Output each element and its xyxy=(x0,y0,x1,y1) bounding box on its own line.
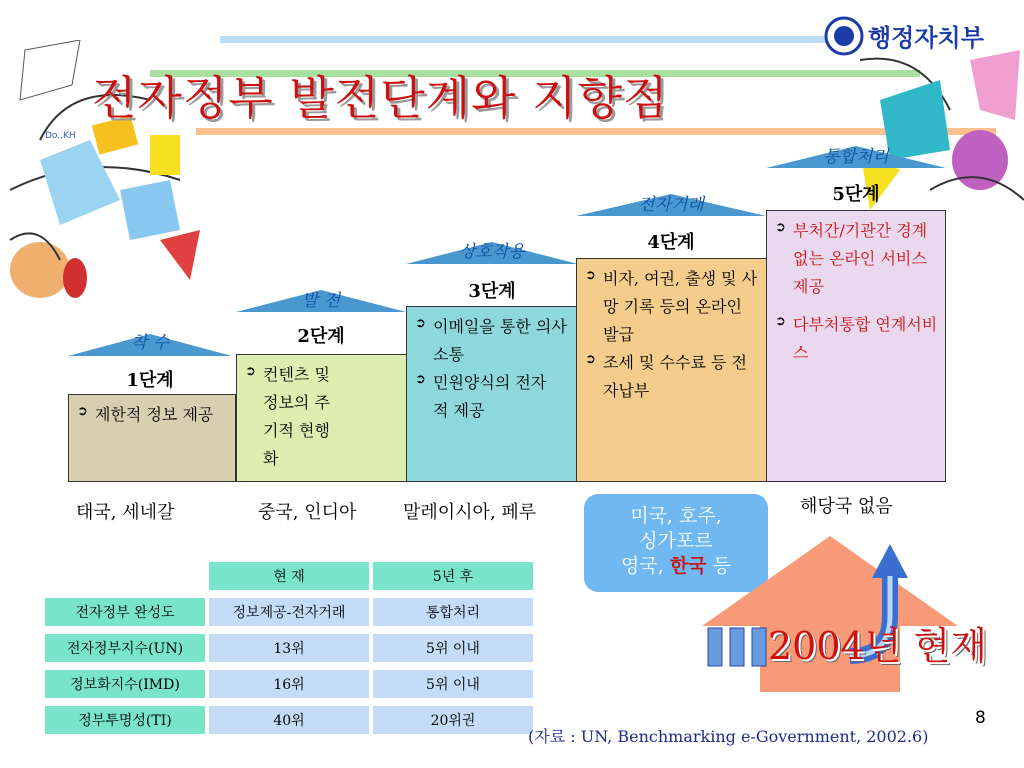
table-row-label: 전자정부 완성도 xyxy=(45,598,205,626)
stage-5-box xyxy=(766,210,946,482)
source-citation: (자료 : UN, Benchmarking e-Government, 2002.6) xyxy=(528,727,929,746)
stage-4-sub: 전자거래 xyxy=(638,195,704,215)
table-head-now: 현 재 xyxy=(209,562,369,590)
table-cell-future: 5위 이내 xyxy=(373,634,533,662)
table-head-future: 5년 후 xyxy=(373,562,533,590)
stage-1-number: 1단계 xyxy=(126,370,174,391)
table-row-label: 전자정부지수(UN) xyxy=(45,634,205,662)
table-cell-now: 40위 xyxy=(209,706,369,734)
table-cell-now: 13위 xyxy=(209,634,369,662)
stage-2-item: ➲ 컨텐츠 및 정보의 주기적 현행화 xyxy=(245,361,401,473)
ministry-emblem-icon xyxy=(824,16,864,56)
table-row-label: 정부투명성(TI) xyxy=(45,706,205,734)
stage-4-number: 4단계 xyxy=(647,232,695,253)
stage-1-item: ➲ 제한적 정보 제공 xyxy=(77,401,229,429)
stage-3-item: ➲ 이메일을 통한 의사 소통 xyxy=(415,313,571,369)
stage-2-number: 2단계 xyxy=(297,326,345,347)
table-cell-future: 20위권 xyxy=(373,706,533,734)
ministry-name: 행정자치부 xyxy=(868,23,984,52)
stage-4-item: ➲ 비자, 여권, 출생 및 사망 기록 등의 온라인 발급 xyxy=(585,265,761,349)
table-header-row xyxy=(45,562,533,590)
page-title: 전자정부 발전단계와 지향점 xyxy=(92,71,669,125)
highlight-line-2: 싱가포르 xyxy=(639,530,713,552)
stage-3-box xyxy=(406,306,578,482)
table-row-label: 정보화지수(IMD) xyxy=(45,670,205,698)
highlight-line-3-prefix: 영국, xyxy=(621,555,670,577)
corner-label: Do.,KH xyxy=(45,131,76,141)
table-cell-future: 5위 이내 xyxy=(373,670,533,698)
stage-3-item: ➲ 민원양식의 전자적 제공 xyxy=(415,369,571,425)
stage-5-sub: 통합처리 xyxy=(823,147,889,167)
stage-5-number: 5단계 xyxy=(832,184,880,205)
table-row xyxy=(45,598,533,626)
table-cell-future: 통합처리 xyxy=(373,598,533,626)
table-row xyxy=(45,706,533,734)
highlight-line-1: 미국, 호주, xyxy=(630,505,722,527)
year-label: 2004년 현재 xyxy=(768,624,987,668)
stage-2-sub: 발 전 xyxy=(301,291,341,311)
table-cell-now: 정보제공-전자거래 xyxy=(209,598,369,626)
table-corner xyxy=(45,562,205,590)
highlight-line-3-suffix: 등 xyxy=(706,555,731,577)
deco-line-blue xyxy=(220,36,860,43)
table-cell-now: 16위 xyxy=(209,670,369,698)
highlight-korea: 한국 xyxy=(669,555,707,577)
stage-4-box xyxy=(576,258,768,482)
stage-3-number: 3단계 xyxy=(468,281,516,302)
stage-2-box xyxy=(236,354,408,482)
stage-2-countries: 중국, 인디아 xyxy=(258,502,357,523)
stage-1-sub: 착 수 xyxy=(130,333,170,353)
stage-5-countries: 해당국 없음 xyxy=(800,496,893,517)
stage-3-sub: 상호작용 xyxy=(459,242,525,262)
stage-1-countries: 태국, 세네갈 xyxy=(76,502,175,523)
page-number: 8 xyxy=(975,708,986,728)
stage-5-item: ➲ 다부처통합 연계서비스 xyxy=(775,311,939,367)
stage-3-countries: 말레이시아, 페루 xyxy=(403,502,537,523)
table-row xyxy=(45,670,533,698)
stage-1-box xyxy=(68,394,236,482)
table-row xyxy=(45,634,533,662)
stage-5-item: ➲ 부처간/기관간 경계 없는 온라인 서비스 제공 xyxy=(775,217,939,301)
stage-4-item: ➲ 조세 및 수수료 등 전자납부 xyxy=(585,349,761,405)
comparison-table xyxy=(41,554,537,742)
